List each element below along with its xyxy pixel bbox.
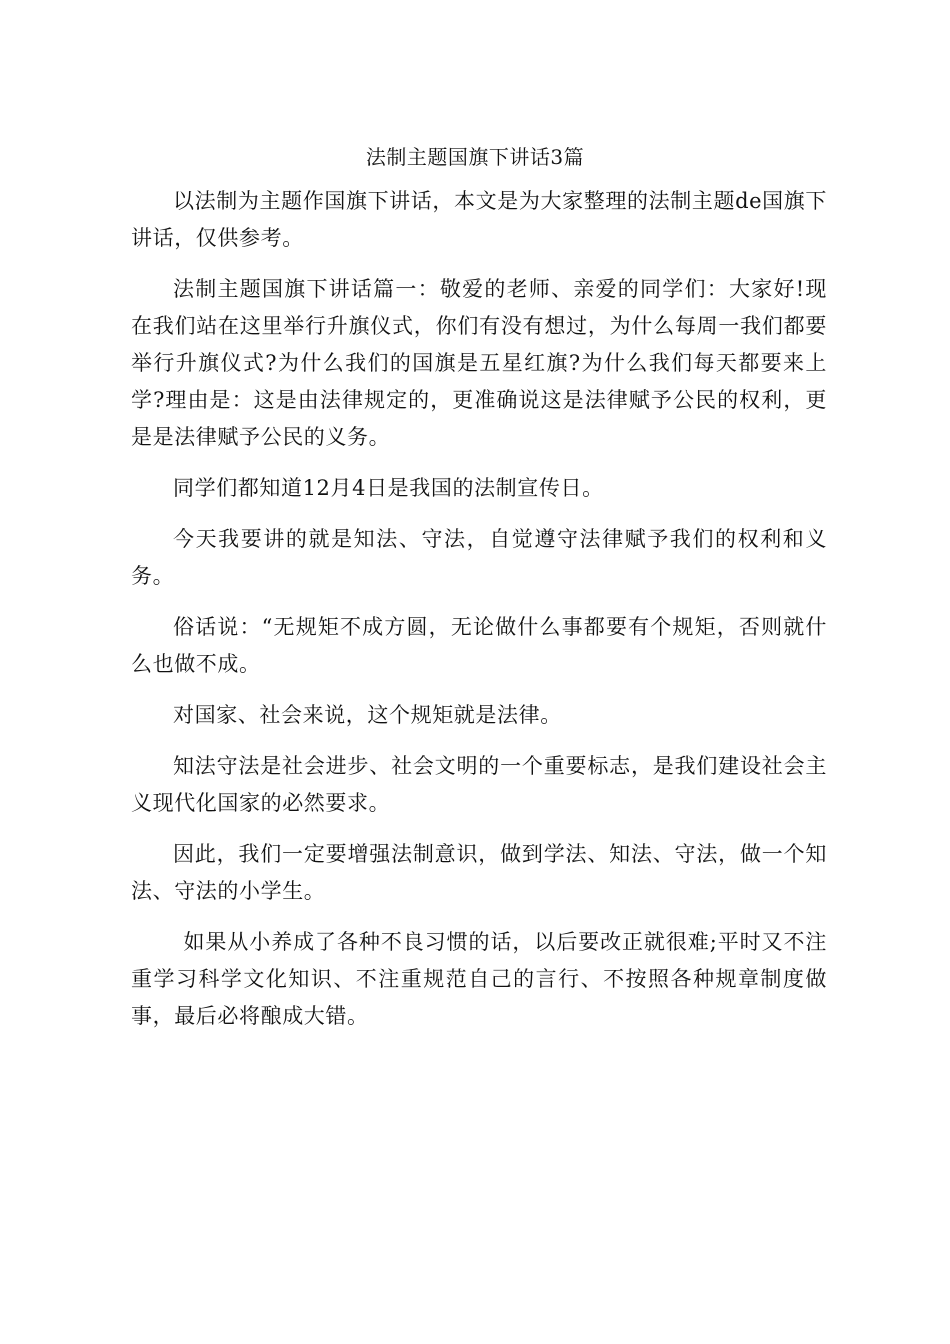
paragraph-topic: 今天我要讲的就是知法、守法，自觉遵守法律赋予我们的权利和义务。 — [131, 527, 827, 588]
paragraph-proverb: 俗话说：“无规矩不成方圆，无论做什么事都要有个规矩，否则就什么也做不成。 — [131, 615, 827, 676]
paragraph-awareness: 因此，我们一定要增强法制意识，做到学法、知法、守法，做一个知法、守法的小学生。 — [131, 842, 827, 903]
paragraph-speech-one: 法制主题国旗下讲话篇一：敬爱的老师、亲爱的同学们：大家好!现在我们站在这里举行升旗仪式，你们有没有想过，为什么每周一我们都要举行升旗仪式?为什么我们的国旗是五星红旗?为什么我们每天都要来上学?理由是：这是由法律规定的，更准确说这是法律赋予公民的权利，更是是法律赋予公民的义务。 — [131, 277, 827, 449]
paragraph-law-day: 同学们都知道12月4日是我国的法制宣传日。 — [173, 476, 604, 500]
document-title: 法制主题国旗下讲话3篇 — [365, 145, 585, 169]
document-body — [131, 183, 827, 1049]
paragraph-habits: 如果从小养成了各种不良习惯的话，以后要改正就很难;平时又不注重学习科学文化知识、不注重规范自己的言行、不按照各种规章制度做事，最后必将酿成大错。 — [131, 930, 827, 1028]
paragraph-rules-are-law: 对国家、社会来说，这个规矩就是法律。 — [173, 703, 562, 727]
paragraph-intro: 以法制为主题作国旗下讲话，本文是为大家整理的法制主题de国旗下讲话，仅供参考。 — [131, 189, 827, 250]
paragraph-civilization: 知法守法是社会进步、社会文明的一个重要标志，是我们建设社会主义现代化国家的必然要求。 — [131, 754, 827, 815]
